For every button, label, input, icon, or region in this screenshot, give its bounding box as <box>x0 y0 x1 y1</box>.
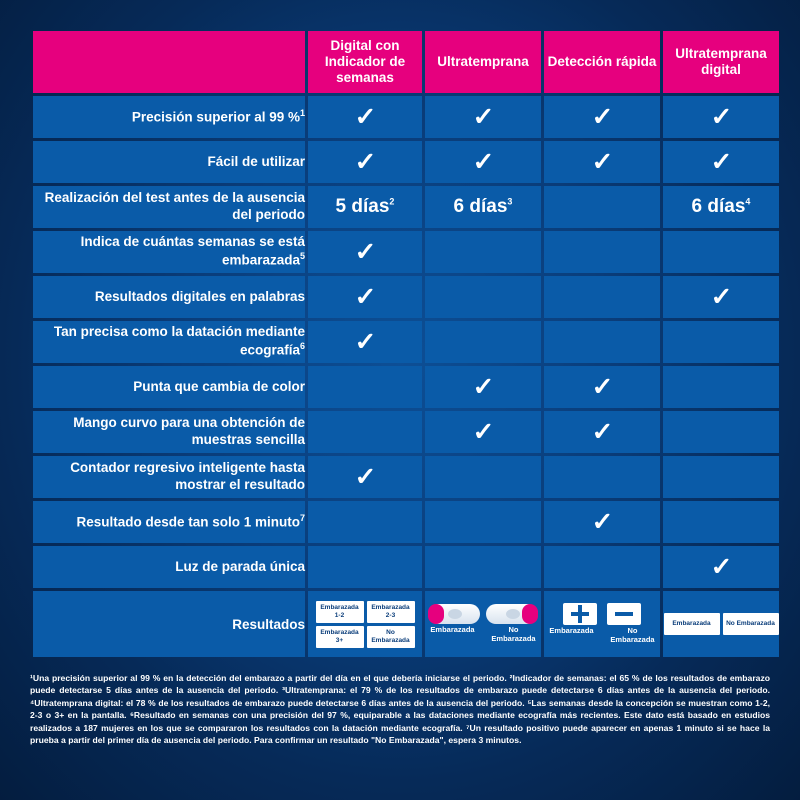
empty-cell <box>663 456 779 498</box>
check-icon-cell <box>425 366 541 408</box>
empty-cell <box>544 186 660 228</box>
row-label: Punta que cambia de color <box>33 366 305 408</box>
check-icon-cell <box>544 366 660 408</box>
row-label: Contador regresivo inteligente hasta mostrar el resultado <box>33 456 305 498</box>
table-row <box>33 366 779 408</box>
check-icon-cell <box>663 96 779 138</box>
table-row <box>33 276 779 318</box>
footnotes: ¹Una precisión superior al 99 % en la detección del embarazo a partir del día en el que debería iniciarse el periodo. ²Indicador de semanas: el 65 % de los resultados de embarazo puede detectarse 5 días antes de la ausencia del periodo. ³Ultratemprana: el 79 % de los resultados de embarazo puede detectarse 6 días antes de la ausencia del periodo. ⁴Ultratemprana digital: el 78 % de los resultados de embarazo puede detectarse 6 días antes de la ausencia del periodo. ⁵Las semanas desde la concepción se muestran como 1-2, 2-3 o 3+ en la pantalla. ⁶Resultado en semanas con una precisión del 97 %, equiparable a las dataciones mediante ecografía más recientes. Este dato está basado en estudios realizados a 187 mujeres en los que se compararon los resultados con la datación mediante ecografía. ⁷Un resultado positivo puede aparecer en apenas 1 minuto si se hace la prueba a partir del primer día de ausencia del periodo. Para confirmar un resultado "No Embarazada", espera 3 minutos. <box>30 673 770 746</box>
value-cell <box>308 186 422 228</box>
column-header-3: Detección rápida <box>544 31 660 93</box>
empty-cell <box>663 321 779 363</box>
empty-cell <box>308 546 422 588</box>
table-body <box>33 96 779 657</box>
check-icon: ✓ <box>471 147 494 176</box>
empty-cell <box>308 501 422 543</box>
check-icon: ✓ <box>590 417 613 446</box>
row-label: Mango curvo para una obtención de muestras sencilla <box>33 411 305 453</box>
check-icon: ✓ <box>353 147 376 176</box>
table-row <box>33 546 779 588</box>
check-icon: ✓ <box>471 372 494 401</box>
result-tile: Embarazada 2-3 <box>367 601 415 623</box>
results-cell-ultratemprana-digital <box>663 591 779 657</box>
check-icon: ✓ <box>590 102 613 131</box>
empty-cell <box>663 231 779 273</box>
result-symbol-label: Embarazada <box>549 626 594 636</box>
result-tile: Embarazada 1-2 <box>316 601 364 623</box>
result-tile: No Embarazada <box>723 613 779 635</box>
table-row <box>33 321 779 363</box>
check-icon-cell <box>544 411 660 453</box>
test-stick-icon <box>486 604 538 624</box>
check-icon-cell <box>663 141 779 183</box>
check-icon: ✓ <box>353 327 376 356</box>
empty-cell <box>308 366 422 408</box>
results-row <box>33 591 779 657</box>
header-blank-cell <box>33 31 305 93</box>
row-label: Indica de cuántas semanas se está embarazada$^5$ <box>33 231 305 273</box>
value-cell <box>425 186 541 228</box>
column-header-1: Digital con Indicador de semanas <box>308 31 422 93</box>
check-icon-cell <box>544 141 660 183</box>
comparison-table <box>30 28 782 660</box>
table-row <box>33 501 779 543</box>
empty-cell <box>544 456 660 498</box>
check-icon-cell <box>425 411 541 453</box>
row-label: Realización del test antes de la ausencia del periodo <box>33 186 305 228</box>
table-row <box>33 96 779 138</box>
check-icon: ✓ <box>709 552 732 581</box>
days-value: 5 días$^2$ <box>335 196 395 217</box>
check-icon-cell <box>663 546 779 588</box>
check-icon: ✓ <box>709 282 732 311</box>
check-icon-cell <box>425 141 541 183</box>
table-row <box>33 411 779 453</box>
result-symbol-label: No Embarazada <box>610 626 655 644</box>
results-cell-deteccion-rapida <box>544 591 660 657</box>
empty-cell <box>425 546 541 588</box>
empty-cell <box>544 321 660 363</box>
table-row <box>33 186 779 228</box>
check-icon: ✓ <box>590 507 613 536</box>
empty-cell <box>425 231 541 273</box>
check-icon-cell <box>308 96 422 138</box>
check-icon-cell <box>308 231 422 273</box>
check-icon: ✓ <box>590 147 613 176</box>
row-label: Precisión superior al 99 %$^1$ <box>33 96 305 138</box>
row-label: Resultados digitales en palabras <box>33 276 305 318</box>
empty-cell <box>544 231 660 273</box>
check-icon: ✓ <box>471 102 494 131</box>
check-icon-cell <box>308 321 422 363</box>
empty-cell <box>663 366 779 408</box>
minus-icon <box>607 603 641 625</box>
result-stick-label: Embarazada <box>430 625 475 635</box>
results-cell-digital <box>308 591 422 657</box>
check-icon-cell <box>308 141 422 183</box>
empty-cell <box>663 411 779 453</box>
check-icon: ✓ <box>709 147 732 176</box>
row-label: Luz de parada única <box>33 546 305 588</box>
row-label: Tan precisa como la datación mediante ecografía$^6$ <box>33 321 305 363</box>
check-icon-cell <box>544 96 660 138</box>
test-stick-icon <box>428 604 480 624</box>
check-icon: ✓ <box>353 237 376 266</box>
table-row <box>33 231 779 273</box>
days-value: 6 días$^4$ <box>691 196 751 217</box>
empty-cell <box>544 276 660 318</box>
column-header-4: Ultratemprana digital <box>663 31 779 93</box>
column-header-2: Ultratemprana <box>425 31 541 93</box>
check-icon-cell <box>308 456 422 498</box>
check-icon: ✓ <box>353 102 376 131</box>
table-row <box>33 141 779 183</box>
check-icon-cell <box>663 276 779 318</box>
check-icon: ✓ <box>590 372 613 401</box>
empty-cell <box>425 321 541 363</box>
result-tile: Embarazada <box>664 613 720 635</box>
check-icon: ✓ <box>471 417 494 446</box>
table-row <box>33 456 779 498</box>
check-icon-cell <box>425 96 541 138</box>
results-label: Resultados <box>33 591 305 657</box>
empty-cell <box>663 501 779 543</box>
empty-cell <box>425 456 541 498</box>
empty-cell <box>425 276 541 318</box>
row-label: Resultado desde tan solo 1 minuto$^7$ <box>33 501 305 543</box>
result-tile: No Embarazada <box>367 626 415 648</box>
check-icon-cell <box>308 276 422 318</box>
results-cell-ultratemprana <box>425 591 541 657</box>
check-icon: ✓ <box>353 282 376 311</box>
value-cell <box>663 186 779 228</box>
check-icon: ✓ <box>353 462 376 491</box>
table-header-row <box>33 31 779 93</box>
check-icon: ✓ <box>709 102 732 131</box>
empty-cell <box>544 546 660 588</box>
empty-cell <box>308 411 422 453</box>
result-tile: Embarazada 3+ <box>316 626 364 648</box>
row-label: Fácil de utilizar <box>33 141 305 183</box>
result-stick-label: No Embarazada <box>491 625 536 643</box>
plus-icon <box>563 603 597 625</box>
check-icon-cell <box>544 501 660 543</box>
empty-cell <box>425 501 541 543</box>
days-value: 6 días$^3$ <box>453 196 513 217</box>
